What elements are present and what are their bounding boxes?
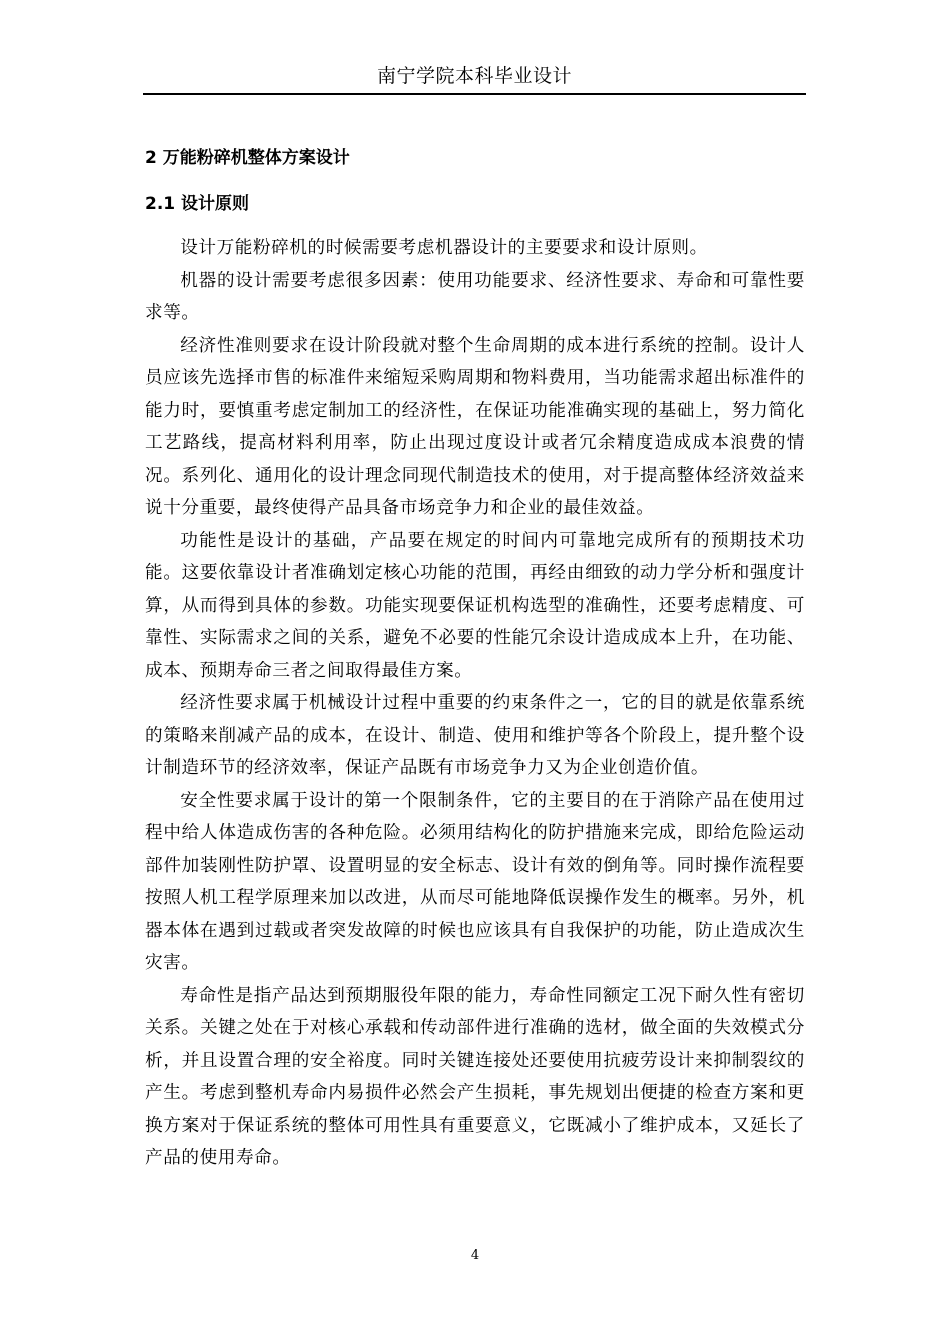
section-heading: 2.1 设计原则 (145, 194, 250, 214)
page-header-title: 南宁学院本科毕业设计 (376, 65, 572, 87)
chapter-heading: 2 万能粉碎机整体方案设计 (145, 148, 350, 168)
page-number: 4 (470, 1248, 480, 1263)
header-divider (143, 93, 806, 95)
paragraph: 经济性准则要求在设计阶段就对整个生命周期的成本进行系统的控制。设计人员应该先选择市售的标准件来缩短采购周期和物料费用，当功能需求超出标准件的能力时，要慎重考虑定制加工的经济性，在保证功能准确实现的基础上，努力简化工艺路线，提高材料利用率，防止出现过度设计或者冗余精度造成成本浪费的情况。系列化、通用化的设计理念同现代制造技术的使用，对于提高整体经济效益来说十分重要，最终使得产品具备市场竞争力和企业的最佳效益。 (145, 335, 805, 518)
paragraph: 安全性要求属于设计的第一个限制条件，它的主要目的在于消除产品在使用过程中给人体造成伤害的各种危险。必须用结构化的防护措施来完成，即给危险运动部件加装刚性防护罩、设置明显的安全标志、设计有效的倒角等。同时操作流程要按照人机工程学原理来加以改进，从而尽可能地降低误操作发生的概率。另外，机器本体在遇到过载或者突发故障的时候也应该具有自我保护的功能，防止造成次生灾害。 (145, 790, 805, 973)
paragraph: 功能性是设计的基础，产品要在规定的时间内可靠地完成所有的预期技术功能。这要依靠设计者准确划定核心功能的范围，再经由细致的动力学分析和强度计算，从而得到具体的参数。功能实现要保证机构选型的准确性，还要考虑精度、可靠性、实际需求之间的关系，避免不必要的性能冗余设计造成成本上升，在功能、成本、预期寿命三者之间取得最佳方案。 (145, 530, 805, 681)
body-text (145, 232, 805, 1175)
paragraph: 机器的设计需要考虑很多因素：使用功能要求、经济性要求、寿命和可靠性要求等。 (145, 270, 805, 323)
paragraph: 寿命性是指产品达到预期服役年限的能力，寿命性同额定工况下耐久性有密切关系。关键之处在于对核心承载和传动部件进行准确的选材，做全面的失效模式分析，并且设置合理的安全裕度。同时关键连接处还要使用抗疲劳设计来抑制裂纹的产生。考虑到整机寿命内易损件必然会产生损耗，事先规划出便捷的检查方案和更换方案对于保证系统的整体可用性具有重要意义，它既减小了维护成本，又延长了产品的使用寿命。 (145, 985, 805, 1168)
paragraph: 设计万能粉碎机的时候需要考虑机器设计的主要要求和设计原则。 (180, 238, 708, 258)
paragraph: 经济性要求属于机械设计过程中重要的约束条件之一，它的目的就是依靠系统的策略来削减产品的成本，在设计、制造、使用和维护等各个阶段上，提升整个设计制造环节的经济效率，保证产品既有市场竞争力又为企业创造价值。 (145, 693, 805, 778)
